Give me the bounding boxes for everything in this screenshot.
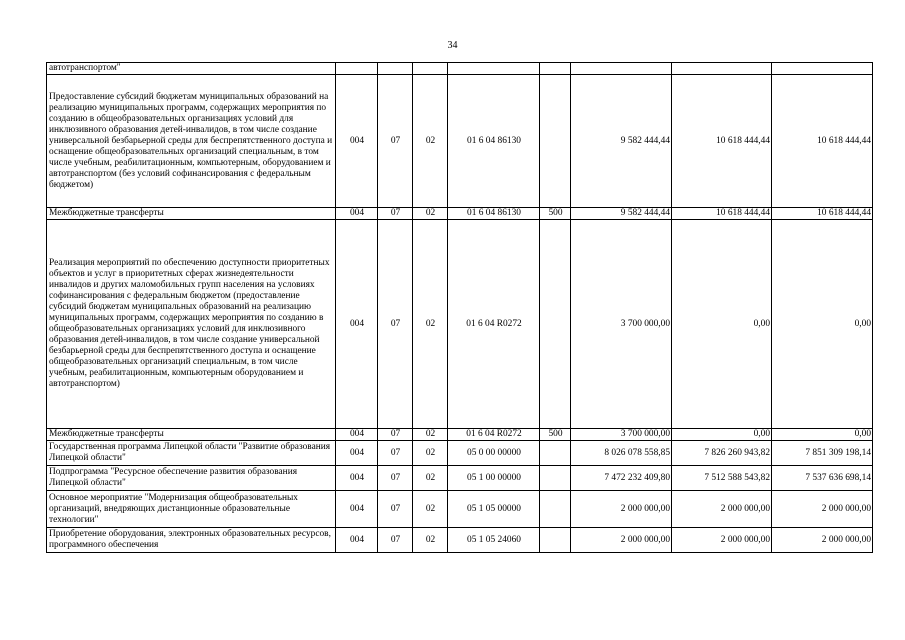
cell-amount-year-2: 2 000 000,00 (672, 491, 772, 528)
cell-subsection-code: 02 (413, 220, 448, 429)
table-row (47, 441, 873, 466)
cell-amount-year-1: 8 026 078 558,85 (571, 441, 672, 466)
cell-section-code: 07 (378, 429, 413, 441)
cell-amount-year-1: 9 582 444,44 (571, 208, 672, 220)
cell-amount-year-1 (571, 63, 672, 75)
cell-subsection-code: 02 (413, 491, 448, 528)
cell-amount-year-1: 3 700 000,00 (571, 429, 672, 441)
cell-name: Приобретение оборудования, электронных образовательных ресурсов, программного обеспечения (47, 528, 336, 553)
cell-expense-type (540, 63, 571, 75)
cell-name: автотранспортом" (47, 63, 336, 75)
cell-amount-year-3: 0,00 (772, 429, 873, 441)
cell-amount-year-3: 2 000 000,00 (772, 528, 873, 553)
cell-ministry-code: 004 (336, 441, 378, 466)
cell-expense-type: 500 (540, 208, 571, 220)
cell-amount-year-1: 9 582 444,44 (571, 75, 672, 208)
cell-subsection-code: 02 (413, 429, 448, 441)
cell-expense-type (540, 75, 571, 208)
cell-subsection-code: 02 (413, 75, 448, 208)
cell-name: Предоставление субсидий бюджетам муниципальных образований на реализацию муниципальных программ, содержащих мероприятия по созданию в общеобразовательных организациях условий для инклюзивного образования детей-инвалидов, в том числе создание универсальной безбарьерной среды для беспрепятственного доступа и оснащение общеобразовательных организаций специальным, в том числе учебным, реабилитационным, компьютерным, оборудованием и автотранспортом (без условий софинансирования с федеральным бюджетом) (47, 75, 336, 208)
cell-target-article: 05 1 05 24060 (448, 528, 540, 553)
cell-section-code: 07 (378, 208, 413, 220)
cell-section-code: 07 (378, 528, 413, 553)
table-row (47, 429, 873, 441)
cell-expense-type (540, 528, 571, 553)
cell-target-article (448, 63, 540, 75)
cell-target-article: 01 6 04 R0272 (448, 429, 540, 441)
cell-amount-year-3: 10 618 444,44 (772, 75, 873, 208)
table-row (47, 491, 873, 528)
cell-target-article: 05 0 00 00000 (448, 441, 540, 466)
cell-amount-year-3: 2 000 000,00 (772, 491, 873, 528)
cell-target-article: 05 1 00 00000 (448, 466, 540, 491)
cell-amount-year-1: 2 000 000,00 (571, 491, 672, 528)
cell-ministry-code: 004 (336, 466, 378, 491)
cell-expense-type (540, 491, 571, 528)
cell-section-code: 07 (378, 441, 413, 466)
cell-ministry-code (336, 63, 378, 75)
page-number: 34 (447, 40, 458, 51)
cell-amount-year-3: 0,00 (772, 220, 873, 429)
cell-amount-year-3: 7 537 636 698,14 (772, 466, 873, 491)
cell-name: Межбюджетные трансферты (47, 429, 336, 441)
table-row (47, 208, 873, 220)
cell-subsection-code: 02 (413, 466, 448, 491)
cell-name: Подпрограмма "Ресурсное обеспечение развития образования Липецкой области" (47, 466, 336, 491)
cell-expense-type (540, 466, 571, 491)
cell-target-article: 05 1 05 00000 (448, 491, 540, 528)
cell-amount-year-3: 10 618 444,44 (772, 208, 873, 220)
cell-amount-year-3: 7 851 309 198,14 (772, 441, 873, 466)
cell-section-code: 07 (378, 466, 413, 491)
cell-amount-year-2: 10 618 444,44 (672, 75, 772, 208)
cell-amount-year-2: 7 512 588 543,82 (672, 466, 772, 491)
cell-section-code: 07 (378, 491, 413, 528)
cell-target-article: 01 6 04 86130 (448, 75, 540, 208)
table-row (47, 528, 873, 553)
cell-name: Реализация мероприятий по обеспечению доступности приоритетных объектов и услуг в приоритетных сферах жизнедеятельности инвалидов и других маломобильных групп населения на условиях софинансирования с федеральным бюджетом (предоставление субсидий бюджетам муниципальных образований на реализацию муниципальных программ, содержащих мероприятия по созданию в общеобразовательных организациях условий для инклюзивного образования детей-инвалидов, в том числе создание универсальной безбарьерной среды для беспрепятственного доступа и оснащение общеобразовательных организаций специальным, в том числе учебным, реабилитационным, компьютерным оборудованием и автотранспортом) (47, 220, 336, 429)
cell-name: Межбюджетные трансферты (47, 208, 336, 220)
cell-section-code: 07 (378, 220, 413, 429)
cell-name: Государственная программа Липецкой области "Развитие образования Липецкой области" (47, 441, 336, 466)
cell-amount-year-3 (772, 63, 873, 75)
cell-amount-year-1: 7 472 232 409,80 (571, 466, 672, 491)
budget-table (46, 62, 873, 553)
table-row (47, 75, 873, 208)
cell-ministry-code: 004 (336, 220, 378, 429)
cell-amount-year-2: 0,00 (672, 220, 772, 429)
cell-amount-year-1: 2 000 000,00 (571, 528, 672, 553)
cell-subsection-code: 02 (413, 441, 448, 466)
cell-ministry-code: 004 (336, 491, 378, 528)
cell-ministry-code: 004 (336, 208, 378, 220)
cell-amount-year-2: 0,00 (672, 429, 772, 441)
cell-ministry-code: 004 (336, 528, 378, 553)
cell-subsection-code: 02 (413, 208, 448, 220)
cell-amount-year-1: 3 700 000,00 (571, 220, 672, 429)
cell-expense-type (540, 220, 571, 429)
cell-expense-type (540, 441, 571, 466)
cell-expense-type: 500 (540, 429, 571, 441)
cell-ministry-code: 004 (336, 429, 378, 441)
table-body (47, 63, 873, 553)
cell-amount-year-2 (672, 63, 772, 75)
cell-target-article: 01 6 04 86130 (448, 208, 540, 220)
cell-amount-year-2: 2 000 000,00 (672, 528, 772, 553)
table-row (47, 220, 873, 429)
cell-subsection-code: 02 (413, 528, 448, 553)
cell-target-article: 01 6 04 R0272 (448, 220, 540, 429)
cell-amount-year-2: 7 826 260 943,82 (672, 441, 772, 466)
table-row (47, 63, 873, 75)
cell-ministry-code: 004 (336, 75, 378, 208)
cell-amount-year-2: 10 618 444,44 (672, 208, 772, 220)
table-row (47, 466, 873, 491)
cell-name: Основное мероприятие "Модернизация общеобразовательных организаций, внедряющих дистанционные образовательные технологии" (47, 491, 336, 528)
cell-section-code: 07 (378, 75, 413, 208)
cell-section-code (378, 63, 413, 75)
cell-subsection-code (413, 63, 448, 75)
